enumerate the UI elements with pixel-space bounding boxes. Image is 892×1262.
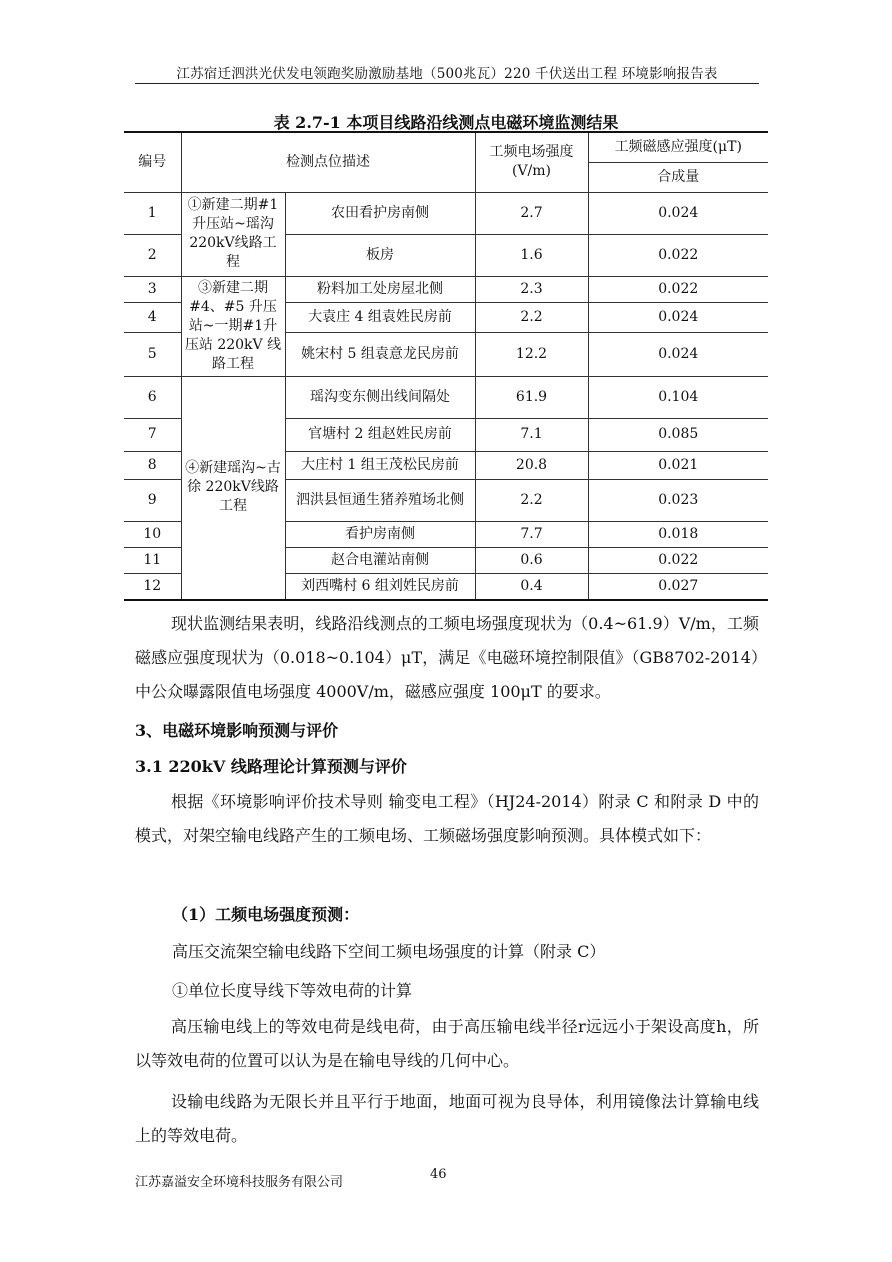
cell-point: 赵合电灌站南侧 [285,547,475,573]
cell-mfield: 0.022 [588,547,768,573]
cell-efield: 7.1 [475,418,588,451]
cell-num: 6 [124,376,181,418]
cell-mfield: 0.022 [588,234,768,276]
table-row [124,192,768,234]
cell-point: 泗洪县恒通生猪养殖场北侧 [285,479,475,521]
cell-num: 2 [124,234,181,276]
cell-efield: 12.2 [475,332,588,376]
cell-point: 姚宋村 5 组袁意龙民房前 [285,332,475,376]
header-divider [135,83,759,84]
cell-efield: 0.6 [475,547,588,573]
cell-mfield: 0.023 [588,479,768,521]
cell-efield: 2.2 [475,479,588,521]
cell-mfield: 0.021 [588,451,768,479]
section-heading-3-1: 3.1 220kV 线路理论计算预测与评价 [135,757,407,776]
header-efield-label: 工频电场强度 [489,144,574,161]
footer-company: 江苏嘉溢安全环境科技服务有限公司 [135,1175,344,1190]
paragraph-method: 根据《环境影响评价技术导则 输变电工程》（HJ24-2014）附录 C 和附录 D 中的模式，对架空输电线路产生的工频电场、工频磁场强度影响预测。具体模式如下： [135,792,759,845]
header-efield [475,132,588,192]
cell-num: 7 [124,418,181,451]
cell-point: 粉料加工处房屋北侧 [285,276,475,302]
monitoring-table [124,131,768,601]
group-cell: ③新建二期#4、#5 升压站~一期#1升压站 220kV 线路工程 [181,276,285,376]
cell-point: 大袁庄 4 组袁姓民房前 [285,302,475,332]
page-header: 江苏宿迁泗洪光伏发电领跑奖励激励基地（500兆瓦）220 千伏送出工程 环境影响报告表 [176,66,718,82]
group-cell: ①新建二期#1 升压站~瑶沟 220kV线路工程 [181,192,285,276]
cell-point: 刘西嘴村 6 组刘姓民房前 [285,573,475,600]
paragraph-image-method: 设输电线路为无限长并且平行于地面，地面可视为良导体，利用镜像法计算输电线上的等效电荷。 [135,1092,759,1145]
cell-point: 板房 [285,234,475,276]
cell-num: 11 [124,547,181,573]
table-row [124,276,768,302]
cell-point: 大庄村 1 组王茂松民房前 [285,451,475,479]
cell-efield: 1.6 [475,234,588,276]
cell-mfield: 0.085 [588,418,768,451]
cell-num: 3 [124,276,181,302]
paragraph-equivalent-charge: 高压输电线上的等效电荷是线电荷，由于高压输电线半径r远远小于架设高度h，所以等效电荷的位置可以认为是在输电导线的几何中心。 [135,1017,759,1070]
cell-efield: 2.7 [475,192,588,234]
header-num: 编号 [124,132,181,192]
section-heading-3: 3、电磁环境影响预测与评价 [135,721,339,740]
cell-efield: 7.7 [475,521,588,547]
cell-num: 12 [124,573,181,600]
header-mfield: 工频磁感应强度(μT) [588,132,768,162]
header-efield-unit: (V/m) [511,163,552,180]
cell-num: 10 [124,521,181,547]
cell-point: 农田看护房南侧 [285,192,475,234]
cell-mfield: 0.024 [588,192,768,234]
cell-num: 5 [124,332,181,376]
text-line-equivalent-charge: ①单位长度导线下等效电荷的计算 [172,981,413,1000]
cell-mfield: 0.024 [588,302,768,332]
cell-mfield: 0.027 [588,573,768,600]
cell-point: 看护房南侧 [285,521,475,547]
header-mfield-sub: 合成量 [588,162,768,192]
header-desc: 检测点位描述 [181,132,475,192]
cell-mfield: 0.104 [588,376,768,418]
cell-mfield: 0.022 [588,276,768,302]
cell-efield: 2.2 [475,302,588,332]
cell-mfield: 0.018 [588,521,768,547]
cell-point: 瑶沟变东侧出线间隔处 [285,376,475,418]
cell-point: 官塘村 2 组赵姓民房前 [285,418,475,451]
subheading-efield-prediction: （1）工频电场强度预测： [172,905,360,924]
cell-num: 9 [124,479,181,521]
cell-efield: 0.4 [475,573,588,600]
group-cell: ④新建瑶沟~古徐 220kV线路工程 [181,376,285,600]
table-title: 表 2.7-1 本项目线路沿线测点电磁环境监测结果 [273,113,619,132]
cell-efield: 2.3 [475,276,588,302]
table-row [124,376,768,418]
text-line-efield-calc: 高压交流架空输电线路下空间工频电场强度的计算（附录 C） [172,942,606,961]
cell-num: 1 [124,192,181,234]
page-number: 46 [430,1167,447,1182]
paragraph-monitoring-summary: 现状监测结果表明，线路沿线测点的工频电场强度现状为（0.4~61.9）V/m，工频磁感应强度现状为（0.018~0.104）μT，满足《电磁环境控制限值》（GB8702-2014）中公众曝露限值电场强度 4000V/m，磁感应强度 100μT 的要求。 [135,614,759,701]
cell-efield: 61.9 [475,376,588,418]
cell-num: 8 [124,451,181,479]
cell-num: 4 [124,302,181,332]
cell-mfield: 0.024 [588,332,768,376]
cell-efield: 20.8 [475,451,588,479]
